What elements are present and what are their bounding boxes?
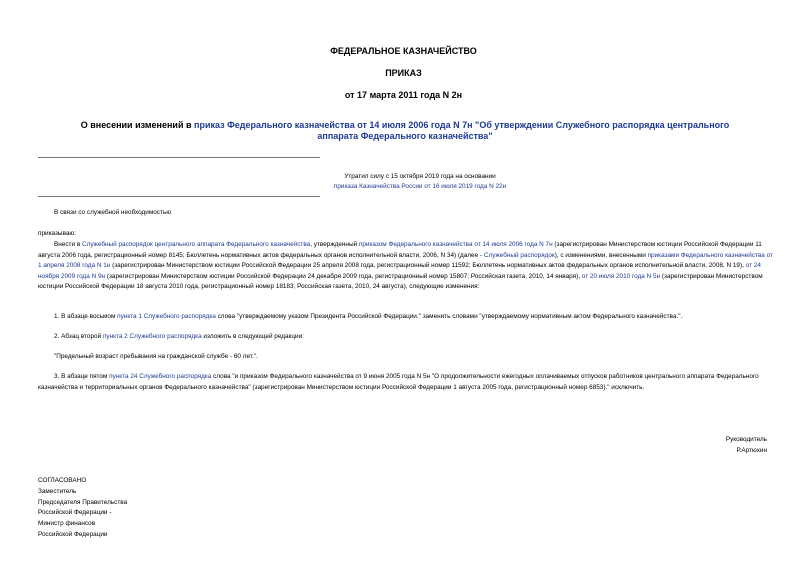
agreed-line-4: Министр финансов <box>38 520 96 528</box>
agreed-block <box>38 476 127 541</box>
p1-text-e: (зарегистрирован Министерством юстиции Российской Федерации 25 апреля 2008 года, регистрационный номер 11592; Бюллетень нормативных актов федеральных органов исполнительной власти, 2008, N 19), <box>110 262 746 269</box>
link-item-2[interactable]: пункта 2 Служебного распорядка <box>102 333 202 340</box>
signature-name: Р.Артюхин <box>736 446 767 454</box>
link-item-24[interactable]: пункта 24 Служебного распорядка <box>109 373 212 380</box>
paragraph-main <box>38 240 774 293</box>
status-note <box>300 172 540 191</box>
divider-top <box>38 157 320 158</box>
link-order-9n[interactable]: от 24 ноября 2009 года N 9н <box>38 262 761 280</box>
divider-bottom <box>38 196 320 197</box>
item-3-text-b: слова "и приказом Федерального казначейства от 9 июня 2005 года N 5н "О продолжительности ежегодных оплачиваемых отпусков работников центрального аппарата Федерального казначейства и территориальных органов Федерального казначейства" (зарегистрирован Министерством юстиции Российской Федерации 1 августа 2005 года, регистрационный номер 6853)." исключить. <box>38 373 759 391</box>
p1-text-g: (зарегистрирован Министерством юстиции Российской Федерации 18 августа 2010 года, регистрационный номер 18183; Российская газета, 2010, 24 августа), следующие изменения: <box>38 272 763 290</box>
status-link[interactable]: приказа Казначейства России от 16 июля 2019 года N 22н <box>333 182 507 190</box>
item-2 <box>38 332 774 343</box>
order-word: приказываю: <box>38 230 76 237</box>
agency-heading: ФЕДЕРАЛЬНОЕ КАЗНАЧЕЙСТВО <box>330 46 477 56</box>
doc-type-heading: ПРИКАЗ <box>385 68 422 78</box>
agreed-label: СОГЛАСОВАНО <box>38 477 87 484</box>
link-order-5n[interactable]: от 20 июля 2010 года N 5н <box>581 272 661 280</box>
document-title <box>60 120 750 142</box>
link-order-1n[interactable]: приказами Федерального казначейства от 1 апреля 2008 года N 1н <box>38 251 773 269</box>
link-schedule-short[interactable]: Служебный распорядок <box>483 251 555 259</box>
agreed-line-2: Председателя Правительства <box>38 498 128 506</box>
item-1 <box>38 312 774 323</box>
item-2-quote: "Предельный возраст пребывания на гражданской службе - 60 лет.". <box>54 353 258 360</box>
status-line: Утратил силу с 15 октября 2019 года на основании <box>344 173 496 180</box>
item-2-text-b: изложить в следующей редакции: <box>201 333 304 340</box>
preamble: В связи со служебной необходимостью <box>54 209 172 216</box>
link-service-schedule[interactable]: Служебный распорядок центрального аппарата Федерального казначейства <box>81 241 311 248</box>
agreed-line-1: Заместитель <box>38 487 77 495</box>
p1-text-a: Внести в <box>54 241 82 248</box>
signature-role: Руководитель <box>725 436 767 443</box>
item-1-text-a: 1. В абзаце восьмом <box>54 313 118 320</box>
link-order-7n[interactable]: приказом Федерального казначейства от 14 июля 2006 года N 7н <box>358 241 553 248</box>
title-prefix: О внесении изменений в <box>80 120 195 130</box>
link-item-1[interactable]: пункта 1 Служебного распорядка <box>117 313 216 320</box>
agreed-line-3: Российской Федерации - <box>38 509 112 517</box>
signature-block <box>726 435 767 456</box>
item-3-text-a: 3. В абзаце пятом <box>54 373 110 380</box>
p1-text-f: (зарегистрирован Министерством юстиции Российской Федерации 24 декабря 2009 года, регистрационный номер 15807; Российская газета, 2010, 14 января), <box>105 272 582 280</box>
agreed-line-5: Российской Федерации <box>38 530 108 538</box>
item-1-text-b: слова "утверждаемому указом Президента Российской Федерации." заменить словами "утверждаемому нормативным актом Федерального казначейства.". <box>215 313 683 320</box>
item-2-text-a: 2. Абзац второй <box>54 333 103 340</box>
title-link[interactable]: приказ Федерального казначейства от 14 июля 2006 года N 7н "Об утверждении Служебного распорядка центрального аппарата Федерального казначейства" <box>194 120 730 141</box>
p1-text-b: , утвержденный <box>310 241 359 248</box>
doc-date-number: от 17 марта 2011 года N 2н <box>344 90 463 100</box>
p1-text-c: (зарегистрирован Министерством юстиции Российской Федерации 11 августа 2006 года, регистрационный номер 8145; Бюллетень нормативных актов федеральных органов исполнительной власти, 2006, N 34) (далее - <box>38 241 762 259</box>
p1-text-d: ), с изменениями, внесенными <box>554 251 648 259</box>
item-3 <box>38 372 774 393</box>
